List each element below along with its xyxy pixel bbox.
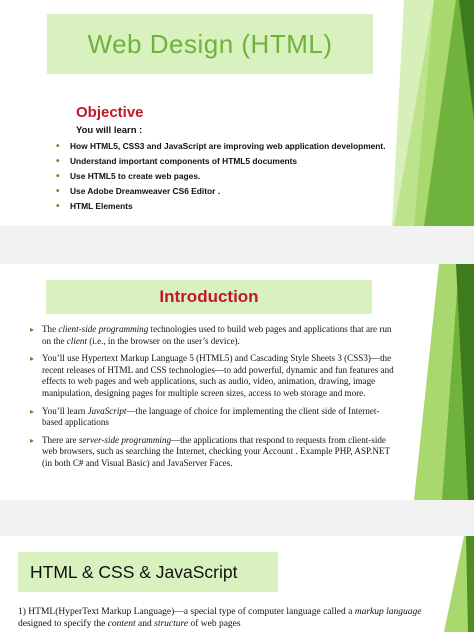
slide-3	[0, 536, 474, 632]
list-item: • Understand important components of HTML5 documents	[56, 154, 396, 169]
list-item: • HTML Elements	[56, 199, 396, 214]
intro-list	[30, 324, 398, 476]
list-item: ▸ You’ll learn JavaScript—the language of choice for implementing the client side of Internet-based applications	[30, 406, 398, 429]
slide-2-title-box	[46, 280, 372, 314]
list-item: • Use Adobe Dreamweaver CS6 Editor .	[56, 184, 396, 199]
slide-2	[0, 264, 474, 500]
list-item: ▸ The client-side programming technologies used to build web pages and applications that are run on the client (i.e., in the browser on the user’s device).	[30, 324, 398, 347]
html-definition-paragraph: 1) HTML(HyperText Markup Language)—a special type of computer language called a markup language designed to specify the content and structure of web pages	[18, 607, 422, 629]
objective-heading: Objective	[76, 104, 144, 121]
slide-separator	[0, 226, 474, 264]
slide-3-title: HTML & CSS & JavaScript	[30, 562, 238, 582]
slide-3-title-box	[18, 552, 278, 592]
slide-separator	[0, 500, 474, 536]
slide-2-title: Introduction	[159, 287, 259, 306]
list-item: • How HTML5, CSS3 and JavaScript are improving web application development.	[56, 139, 396, 154]
list-item: ▸ There are server-side programming—the applications that respond to requests from client-side web browsers, such as searching the Internet, checking your Account . Example PHP, ASP.NET (in both C# and Visual Basic) and JavaServer Faces.	[30, 435, 398, 470]
objective-list	[56, 139, 396, 214]
slide-1-title: Web Design (HTML)	[87, 29, 333, 59]
list-item: ▸ You’ll use Hypertext Markup Language 5 (HTML5) and Cascading Style Sheets 3 (CSS3)—the recent releases of HTML and CSS technologies—to add powerful, dynamic and fun features and effects to web pages and web applications, such as audio, video, animation, drawing, image manipulation, designing pages for multiple screen sizes, access to web storage and more.	[30, 353, 398, 399]
slide-1-title-box	[47, 14, 373, 74]
learn-label: You will learn :	[76, 125, 143, 136]
list-item: • Use HTML5 to create web pages.	[56, 169, 396, 184]
slide-1	[0, 0, 474, 226]
